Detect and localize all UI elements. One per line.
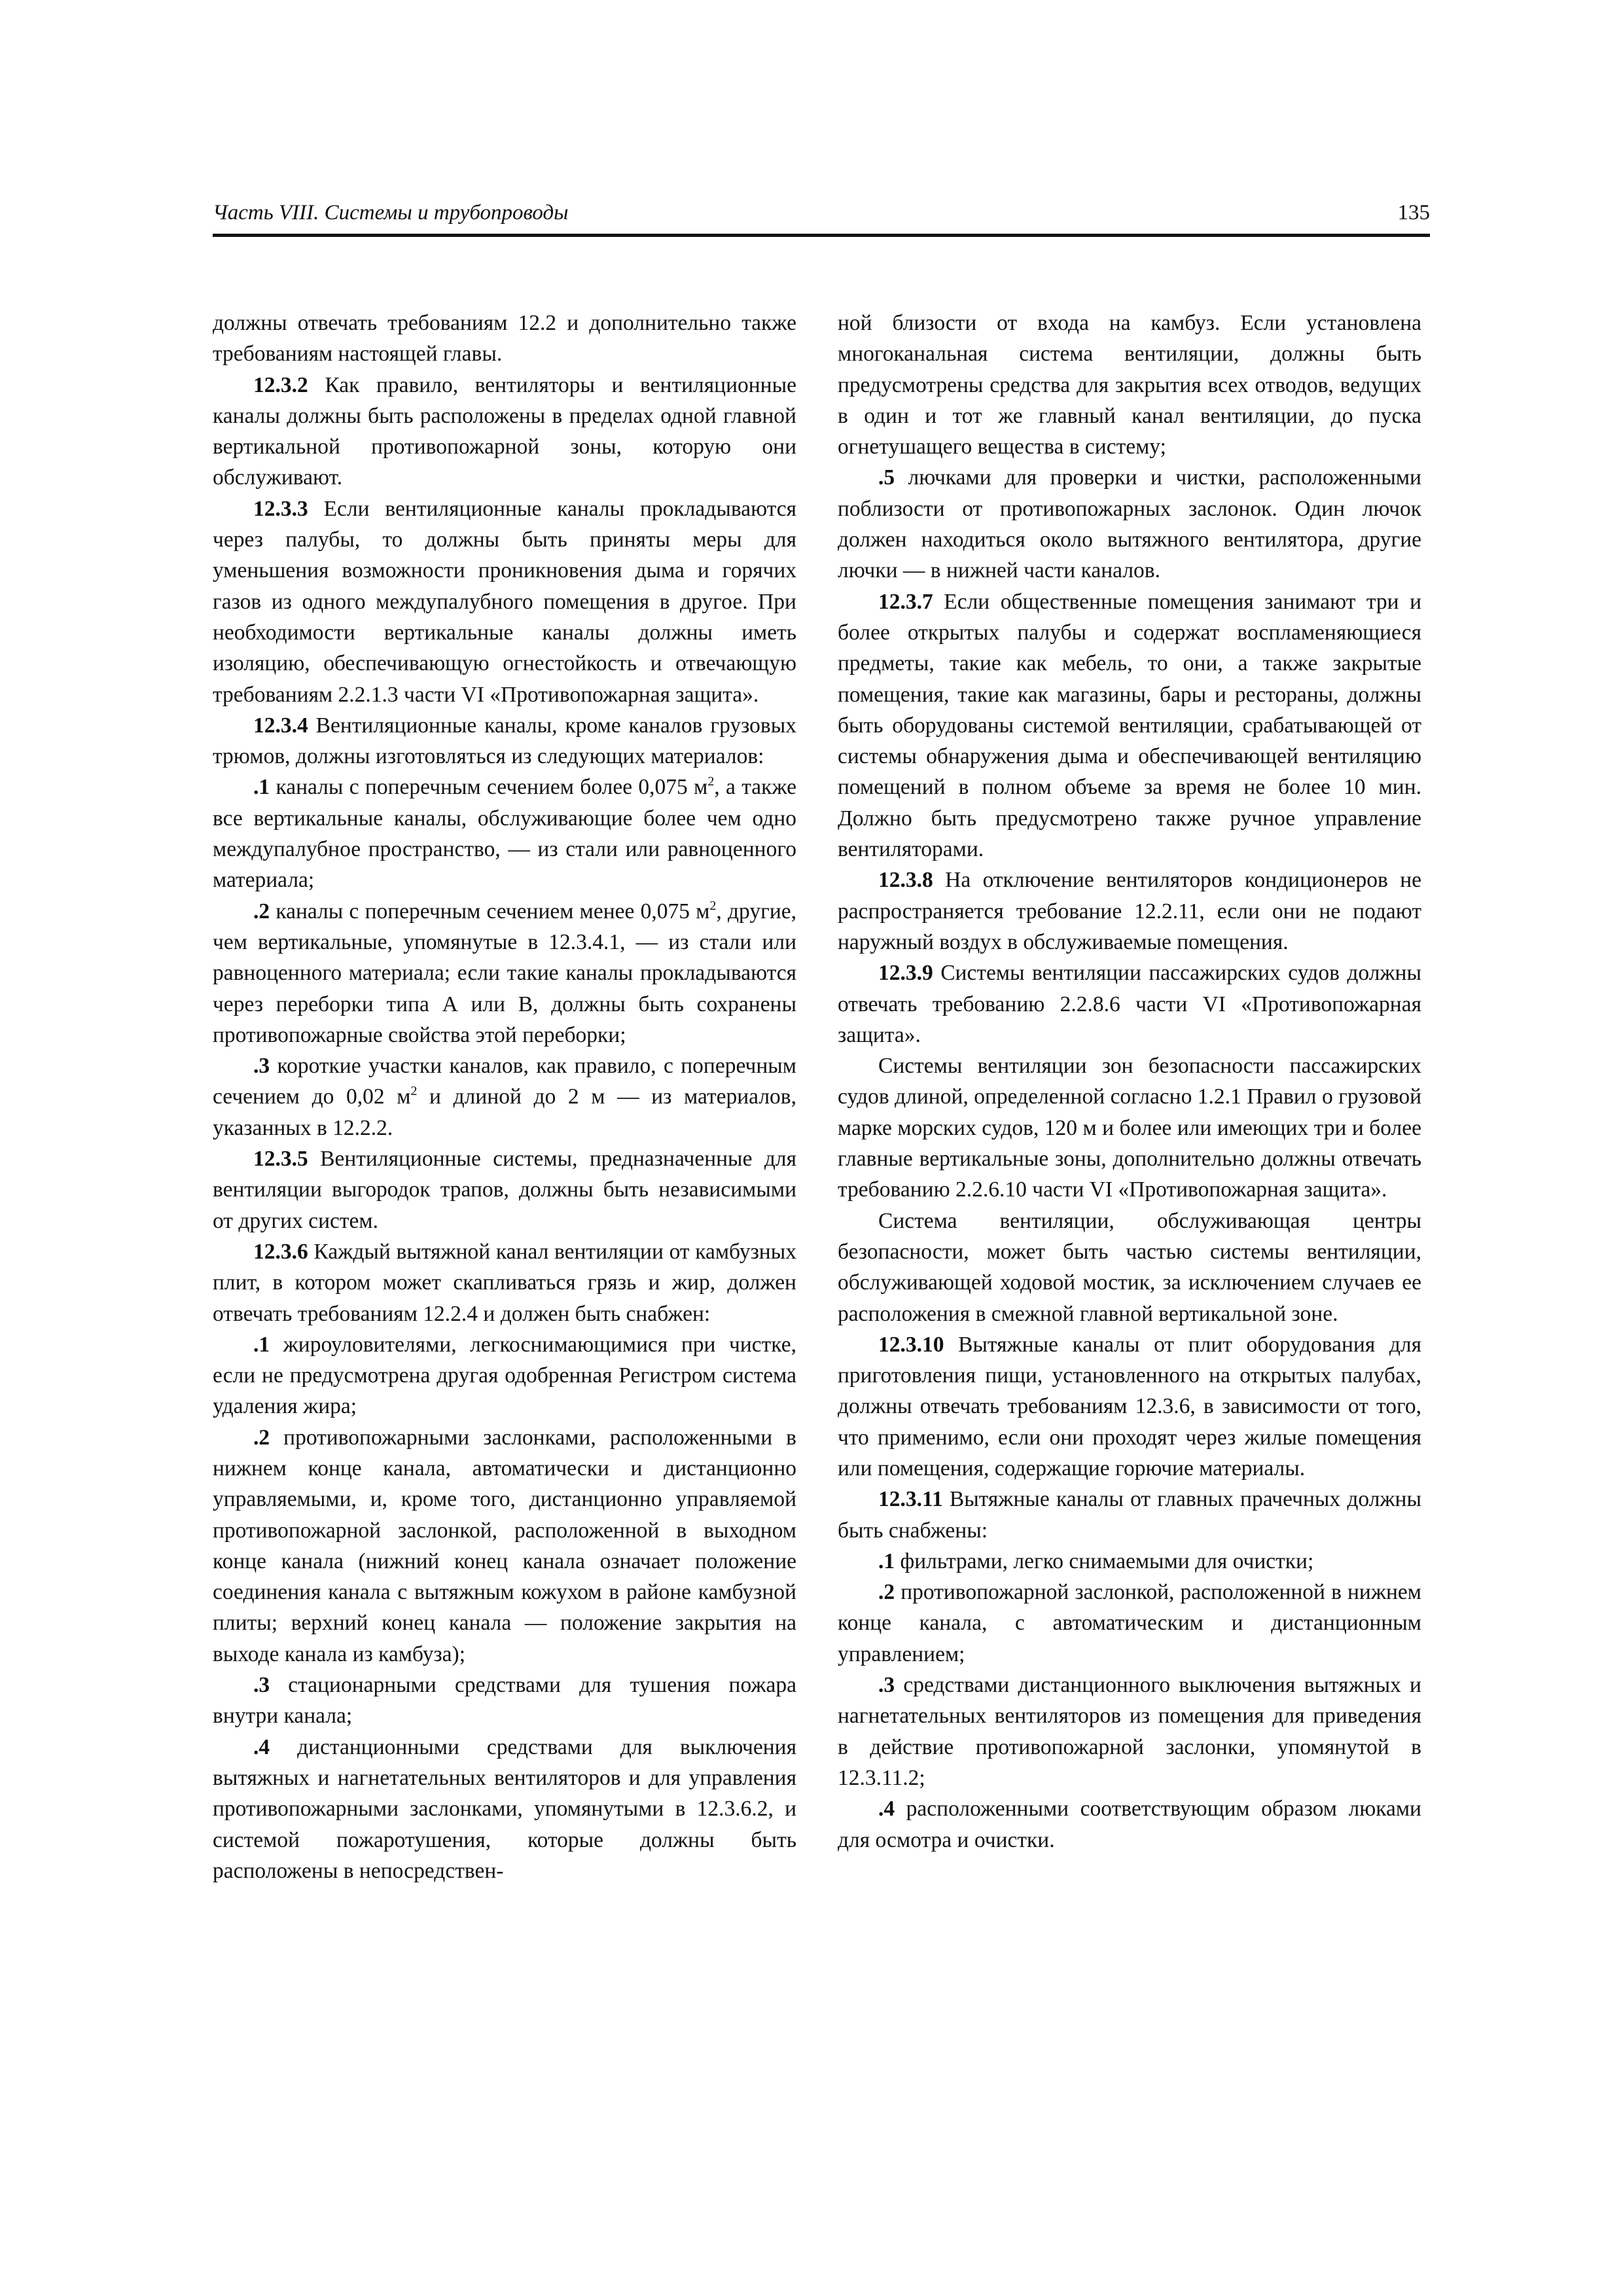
paragraph: Система вентиляции, обслуживающая центры безопасности, может быть частью системы вентиляции, обслуживающей ходовой мостик, за исключением случаев ее расположения в смежной главной вертикальной зоне. xyxy=(838,1208,1421,1326)
list-item: .5 лючками для проверки и чистки, расположенными поблизости от противопожарных заслонок. Один лючок должен находиться около вытяжного вентилятора, другие лючки — в нижней части каналов. xyxy=(838,465,1421,583)
paragraph: должны отвечать требованиям 12.2 и дополнительно также требованиям настоящей главы. xyxy=(213,311,796,367)
item-number: .2 xyxy=(878,1580,895,1605)
list-item: .3 короткие участки каналов, как правило, с поперечным сечением до 0,02 $м^2$ и длиной до 2 м — из материалов, указанных в 12.2.2. xyxy=(213,1054,797,1140)
item-number: .1 xyxy=(878,1549,895,1573)
page-number: 135 xyxy=(1397,201,1430,224)
item-number: .1 xyxy=(253,1332,270,1357)
paragraph: 12.3.4 Вентиляционные каналы, кроме каналов грузовых трюмов, должны изготовляться из следующих материалов: xyxy=(213,713,796,769)
list-item: .1 каналы с поперечным сечением более 0,075 $м^2$, а также все вертикальные каналы, обслуживающие более чем одно междупалубное пространство, — из стали или равноценного материала; xyxy=(213,774,796,893)
item-number: .5 xyxy=(878,465,895,490)
list-item: .4 дистанционными средствами для выключения вытяжных и нагнетательных вентиляторов и для управления противопожарными заслонками, упомянутыми в 12.3.6.2, и системой пожаротушения, которые должны быть расположены в непосредствен- xyxy=(213,1734,796,1883)
list-item: .3 средствами дистанционного выключения вытяжных и нагнетательных вентиляторов из помещения для приведения в действие противопожарной заслонки, упомянутой в 12.3.11.2; xyxy=(838,1673,1421,1790)
clause-number: 12.3.3 xyxy=(253,496,308,521)
paragraph: 12.3.5 Вентиляционные системы, предназначенные для вентиляции выгородок трапов, должны быть независимыми от других систем. xyxy=(213,1147,796,1233)
item-number: .4 xyxy=(253,1734,270,1759)
left-column xyxy=(213,308,796,1886)
item-number: .4 xyxy=(878,1797,895,1821)
paragraph: 12.3.2 Как правило, вентиляторы и вентиляционные каналы должны быть расположены в пределах одной главной вертикальной противопожарной зоны, которую они обслуживают. xyxy=(213,372,796,490)
paragraph: ной близости от входа на камбуз. Если установлена многоканальная система вентиляции, должны быть предусмотрены средства для закрытия всех отводов, ведущих в один и тот же главный канал вентиляции, до пуска огнетушащего вещества в систему; xyxy=(838,311,1421,459)
paragraph: 12.3.8 На отключение вентиляторов кондиционеров не распространяется требование 12.2.11, если они не подают наружный воздух в обслуживаемые помещения. xyxy=(838,868,1421,954)
item-number: .3 xyxy=(878,1673,895,1698)
list-item: .1 жироуловителями, легкоснимающимися при чистке, если не предусмотрена другая одобренная Регистром система удаления жира; xyxy=(213,1332,796,1419)
paragraph: 12.3.10 Вытяжные каналы от плит оборудования для приготовления пищи, установленного на открытых палубах, должны отвечать требованиям 12.3.6, в зависимости от того, что применимо, если они проходят через жилые помещения или помещения, содержащие горючие материалы. xyxy=(838,1332,1421,1480)
clause-number: 12.3.2 xyxy=(253,372,308,397)
clause-number: 12.3.5 xyxy=(253,1147,308,1172)
paragraph: 12.3.7 Если общественные помещения занимают три и более открытых палубы и содержат воспламеняющиеся предметы, такие как мебель, то они, а также закрытые помещения, такие как магазины, бары и рестораны, должны быть оборудованы системой вентиляции, срабатывающей от системы обнаружения дыма и обеспечивающей вентиляцию помещений в полном объеме за время не более 10 мин. Должно быть предусмотрено также ручное управление вентиляторами. xyxy=(838,589,1421,862)
item-number: .1 xyxy=(253,775,270,800)
paragraph: 12.3.3 Если вентиляционные каналы прокладываются через палубы, то должны быть приняты меры для уменьшения возможности проникновения дыма и горячих газов из одного междупалубного помещения в другое. При необходимости вертикальные каналы должны иметь изоляцию, обеспечивающую огнестойкость и отвечающую требованиям 2.2.1.3 части VI «Противопожарная защита». xyxy=(213,496,796,707)
list-item: .4 расположенными соответствующим образом люками для осмотра и очистки. xyxy=(838,1797,1421,1852)
running-header xyxy=(213,200,1430,237)
right-column xyxy=(838,308,1421,1856)
clause-number: 12.3.9 xyxy=(878,961,933,986)
clause-number: 12.3.10 xyxy=(878,1332,944,1357)
list-item: .2 каналы с поперечным сечением менее 0,075 $м^2$, другие, чем вертикальные, упомянутые в 12.3.4.1, — из стали или равноценного материала; если такие каналы прокладываются через переборки типа А или В, должны быть сохранены противопожарные свойства этой переборки; xyxy=(213,898,797,1047)
list-item: .2 противопожарной заслонкой, расположенной в нижнем конце канала, с автоматическим и дистанционным управлением; xyxy=(838,1580,1421,1666)
clause-number: 12.3.7 xyxy=(878,589,933,614)
clause-number: 12.3.8 xyxy=(878,868,933,893)
paragraph: 12.3.6 Каждый вытяжной канал вентиляции от камбузных плит, в котором может скапливаться грязь и жир, должен отвечать требованиям 12.2.4 и должен быть снабжен: xyxy=(213,1239,796,1326)
paragraph: 12.3.11 Вытяжные каналы от главных прачечных должны быть снабжены: xyxy=(838,1487,1421,1543)
item-number: .2 xyxy=(253,1425,270,1450)
list-item: .1 фильтрами, легко снимаемыми для очистки; xyxy=(878,1549,1314,1573)
list-item: .2 противопожарными заслонками, расположенными в нижнем конце канала, автоматически и дистанционно управляемыми, и, кроме того, дистанционно управляемой противопожарной заслонкой, расположенной в выходном конце канала (нижний конец канала означает положение соединения канала с вытяжным кожухом в районе камбузной плиты; верхний конец канала — положение закрытия на выходе канала из камбуза); xyxy=(213,1425,796,1666)
clause-number: 12.3.11 xyxy=(878,1487,943,1512)
paragraph: Системы вентиляции зон безопасности пассажирских судов длиной, определенной согласно 1.2.1 Правил о грузовой марке морских судов, 120 м и более или имеющих три и более главные вертикальные зоны, дополнительно должны отвечать требованию 2.2.6.10 части VI «Противопожарная защита». xyxy=(838,1054,1421,1202)
clause-number: 12.3.4 xyxy=(253,713,308,738)
header-title: Часть VIII. Системы и трубопроводы xyxy=(213,201,569,224)
paragraph: 12.3.9 Системы вентиляции пассажирских судов должны отвечать требованию 2.2.8.6 части VI «Противопожарная защита». xyxy=(838,961,1421,1047)
list-item: .3 стационарными средствами для тушения пожара внутри канала; xyxy=(213,1673,796,1729)
item-number: .3 xyxy=(253,1673,270,1698)
item-number: .2 xyxy=(253,899,270,924)
item-number: .3 xyxy=(253,1054,270,1079)
clause-number: 12.3.6 xyxy=(253,1239,308,1264)
